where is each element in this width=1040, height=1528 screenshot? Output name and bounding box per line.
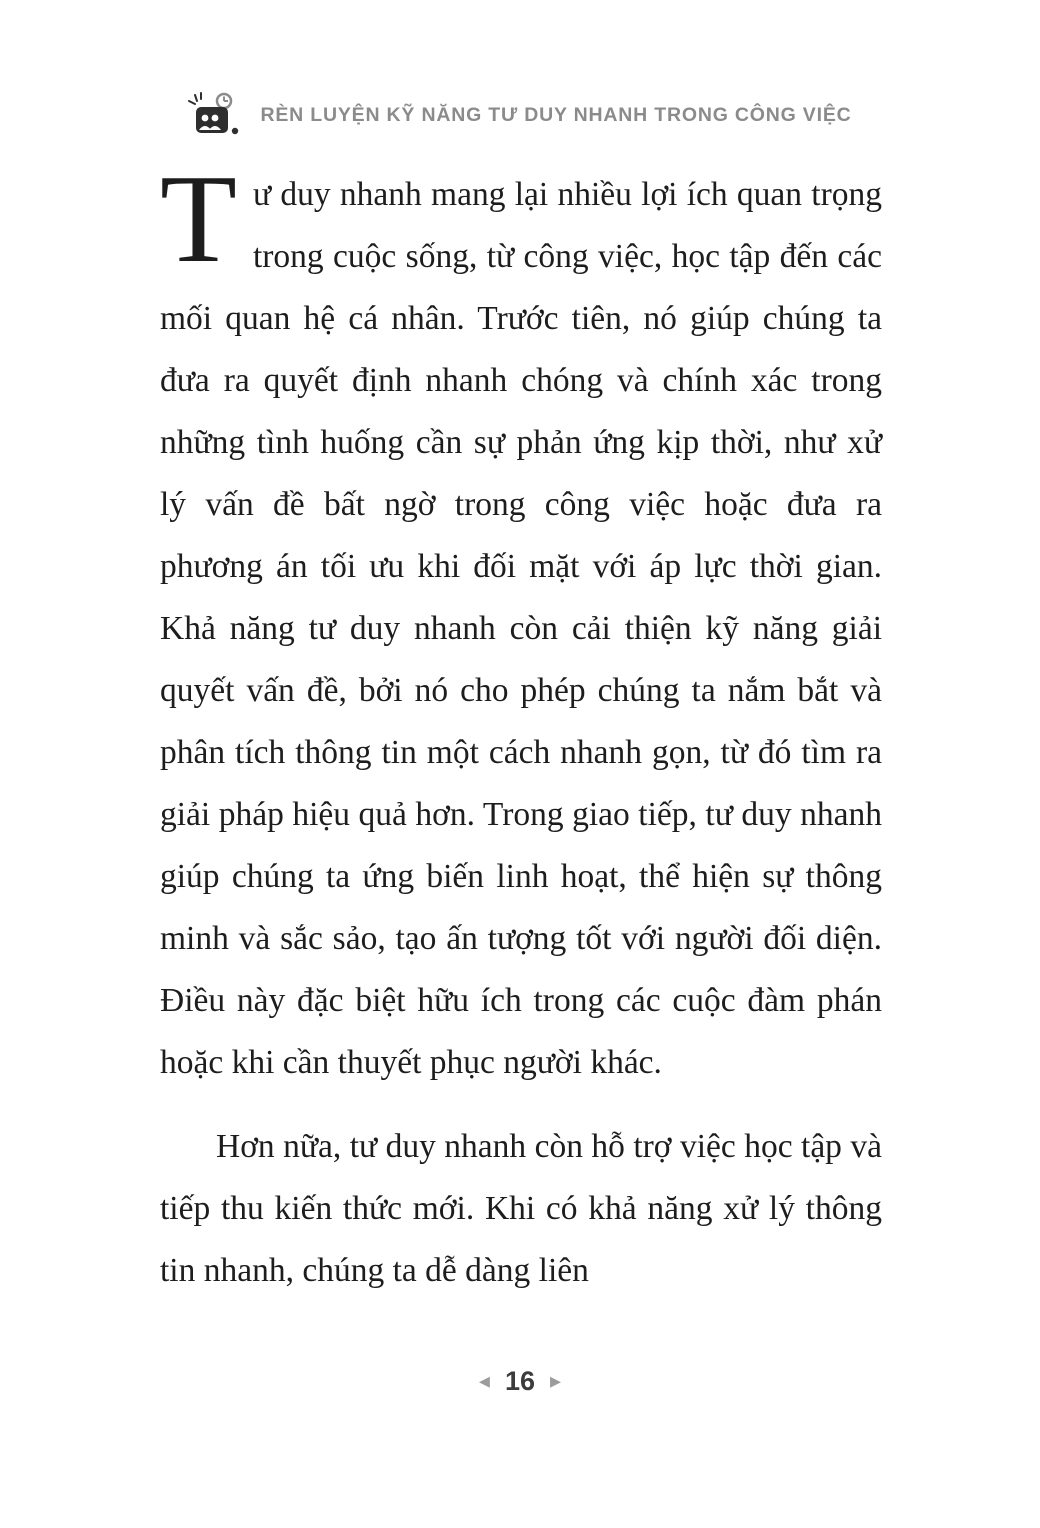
paragraph-first [160, 150, 882, 1094]
chapter-idea-photo-icon [188, 92, 244, 138]
running-head-title: RÈN LUYỆN KỸ NĂNG TƯ DUY NHANH TRONG CÔNG VIỆC [260, 103, 852, 126]
prev-page-arrow-icon[interactable]: ◂ [478, 1368, 490, 1394]
paragraph-first-text: ư duy nhanh mang lại nhiều lợi ích quan trọng trong cuộc sống, từ công việc, học tập đến các mối quan hệ cá nhân. Trước tiên, nó giúp chúng ta đưa ra quyết định nhanh chóng và chính xác trong những tình huống cần sự phản ứng kịp thời, như xử lý vấn đề bất ngờ trong công việc hoặc đưa ra phương án tối ưu khi đối mặt với áp lực thời gian. Khả năng tư duy nhanh còn cải thiện kỹ năng giải quyết vấn đề, bởi nó cho phép chúng ta nắm bắt và phân tích thông tin một cách nhanh gọn, từ đó tìm ra giải pháp hiệu quả hơn. Trong giao tiếp, tư duy nhanh giúp chúng ta ứng biến linh hoạt, thể hiện sự thông minh và sắc sảo, tạo ấn tượng tốt với người đối diện. Điều này đặc biệt hữu ích trong các cuộc đàm phán hoặc khi cần thuyết phục người khác. [160, 176, 882, 1081]
paragraph-second: Hơn nữa, tư duy nhanh còn hỗ trợ việc học tập và tiếp thu kiến thức mới. Khi có khả năng xử lý thông tin nhanh, chúng ta dễ dàng liên [160, 1128, 882, 1289]
next-page-arrow-icon[interactable]: ▸ [550, 1368, 562, 1394]
page-number: 16 [504, 1366, 536, 1396]
page-body [160, 150, 882, 1302]
dropcap-letter: T [160, 150, 237, 289]
page-header [0, 92, 1040, 138]
page-footer [0, 1368, 1040, 1395]
